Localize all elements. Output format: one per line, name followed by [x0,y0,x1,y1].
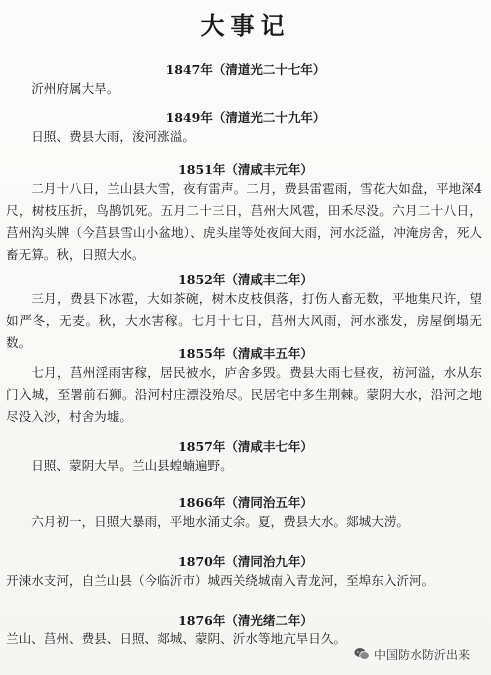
wechat-icon [354,647,370,661]
entry-text-1866: 六月初一，日照大暴雨，平地水涌丈余。夏，费县大水。郯城大涝。 [31,514,409,529]
entry-heading-1847: 1847年（清道光二十七年） [165,62,326,77]
entry-text-1857: 日照、蒙阴大旱。兰山县蝗蝻遍野。 [31,458,233,473]
watermark-text: 中国防水防沂出来 [374,647,471,662]
entry-heading-1851: 1851年（清咸丰元年） [178,162,313,177]
entry-text-1852: 三月，费县下冰雹，大如茶碗，树木皮枝俱落，打伤人畜无数，平地集尺许，望如严冬，无麦。秋，大水害稼。七月十七日，莒州大风雨，河水涨发，房屋倒塌无数。 [6,291,482,350]
entry-heading-1870: 1870年（清同治九年） [178,554,313,569]
entry-heading-1866: 1866年（清同治五年） [178,495,313,510]
entry-heading-1849: 1849年（清道光二十九年） [165,110,326,125]
entry-text-1851: 二月十八日，兰山县大雪，夜有雷声。二月，费县雷雹雨，雪花大如盘，平地深4尺，树枝压折，鸟鹊饥死。五月二十三日，莒州大风雹，田禾尽没。六月二十八日，莒州沟头牌（今莒县雪山小盆地）、虎头崖等处夜间大雨，河水泛溢，冲淹房舍，死人畜无算。秋，日照大水。 [6,181,482,262]
entry-heading-1852: 1852年（清咸丰二年） [178,272,313,287]
entry-text-1849: 日照、费县大雨，浚河涨溢。 [31,129,195,144]
entry-text-1870: 开涑水支河，自兰山县（今临沂市）城西关绕城南入青龙河，至埠东入沂河。 [6,573,435,588]
entry-heading-1876: 1876年（清光绪二年） [178,613,313,628]
entry-heading-1857: 1857年（清咸丰七年） [178,439,313,454]
entry-text-1847: 沂州府属大旱。 [31,81,120,96]
wechat-watermark [354,645,470,663]
entry-text-1855: 七月，莒州淫雨害稼，居民被水，庐舍多毁。费县大雨七昼夜，祊河溢，水从东门入城，至署前石狮。沿河村庄漂没殆尽。民居宅中多生荆棘。蒙阴大水，沿河之地尽没入沙，村舍为墟。 [6,365,482,424]
entry-text-1876: 兰山、莒州、费县、日照、郯城、蒙阴、沂水等地亢旱日久。 [6,631,347,646]
entry-heading-1855: 1855年（清咸丰五年） [178,346,313,361]
page-title: 大事记 [200,11,291,40]
